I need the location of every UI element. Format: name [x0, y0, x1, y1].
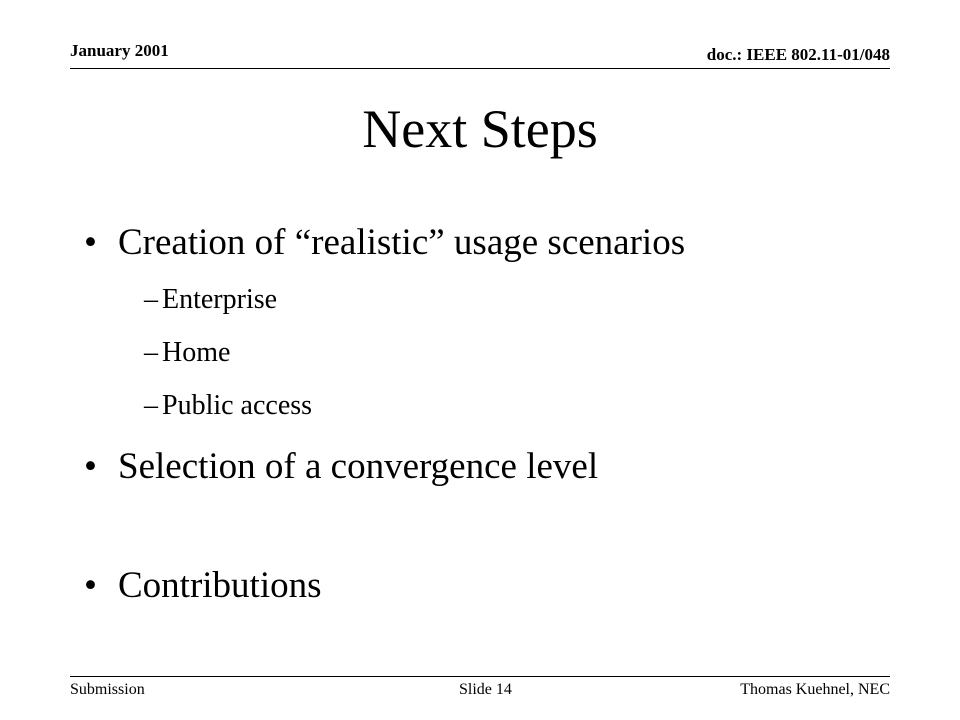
sub-text: Enterprise	[162, 284, 278, 315]
bullet-text: Contributions	[118, 565, 322, 606]
bullet-item-1	[84, 221, 685, 265]
bullet-text: Creation of “realistic” usage scenarios	[118, 222, 686, 263]
sub-text: Home	[162, 337, 231, 368]
header-date: January 2001	[70, 41, 169, 60]
sub-item-home	[144, 337, 230, 369]
sub-item-public-access	[144, 390, 312, 422]
sub-glyph: –	[144, 284, 158, 315]
footer-author: Thomas Kuehnel, NEC	[740, 681, 890, 698]
bullet-glyph: •	[84, 222, 97, 263]
header-rule	[70, 68, 890, 69]
footer-slide-number: Slide 14	[459, 681, 512, 698]
slide-title: Next Steps	[362, 99, 598, 159]
sub-text: Public access	[162, 390, 313, 421]
sub-glyph: –	[144, 337, 158, 368]
header-doc-id: doc.: IEEE 802.11-01/048	[706, 45, 890, 64]
bullet-glyph: •	[84, 565, 97, 606]
bullet-text: Selection of a convergence level	[118, 446, 599, 487]
sub-glyph: –	[144, 390, 158, 421]
bullet-item-2	[84, 445, 598, 489]
bullet-item-3	[84, 564, 322, 608]
bullet-glyph: •	[84, 446, 97, 487]
footer-submission: Submission	[70, 681, 145, 698]
sub-item-enterprise	[144, 284, 277, 316]
footer-rule	[70, 676, 890, 677]
